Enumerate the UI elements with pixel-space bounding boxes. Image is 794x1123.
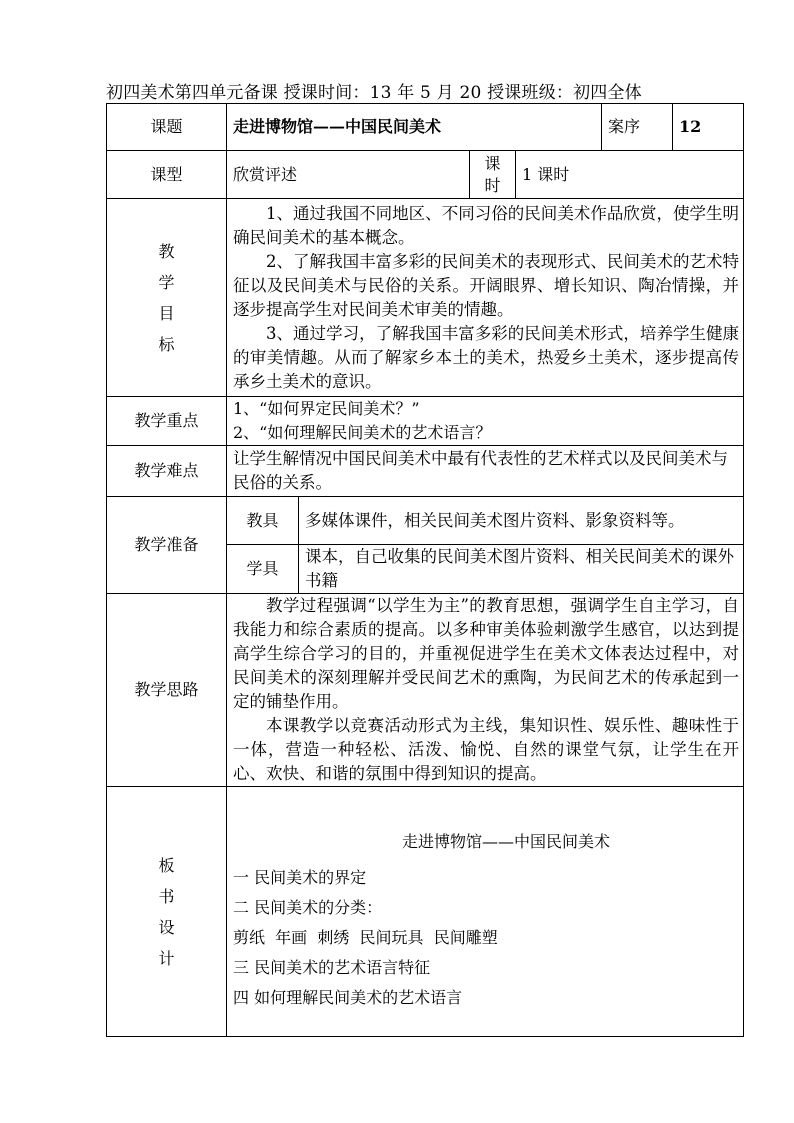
objective-paragraph: 1、通过我国不同地区、不同习俗的民间美术作品欣赏，使学生明确民间美术的基本概念。 [233,203,740,247]
topic-row [107,104,744,151]
board-line: 一 民间美术的界定 [233,868,367,887]
objectives-label [107,199,227,397]
objectives-label-char-4: 标 [158,334,175,354]
student-tools-content: 课本，自己收集的民间美术图片资料、相关民间美术的课外书籍 [299,545,744,594]
objectives-row [107,199,744,397]
key-point-line: 1、“如何界定民间美术？” [233,399,420,418]
objectives-label-char-2: 学 [158,272,175,292]
board-label-char-1: 板 [158,855,175,875]
type-row [107,151,744,199]
teacher-tools-content: 多媒体课件，相关民间美术图片资料、影象资料等。 [299,497,744,545]
period-value: 1 课时 [516,151,744,199]
difficulties-label: 教学难点 [107,446,227,497]
type-label: 课型 [107,151,227,199]
approach-content [227,594,744,787]
approach-paragraph: 本课教学以竞赛活动形式为主线，集知识性、娱乐性、趣味性于一体，营造一种轻松、活泼、愉悦、自然的课堂气氛，让学生在开心、欢快、和谐的氛围中得到知识的提高。 [233,716,740,783]
case-number-value: 12 [673,104,744,151]
lesson-plan-table [106,103,744,1037]
type-value: 欣赏评述 [227,151,470,199]
board-line: 三 民间美术的艺术语言特征 [233,958,431,977]
objectives-label-char-3: 目 [158,303,175,323]
board-label-char-3: 设 [158,917,175,937]
period-label [470,151,516,199]
board-line: 剪纸 年画 刺绣 民间玩具 民间雕塑 [233,928,498,947]
difficulties-content: 让学生解情况中国民间美术中最有代表性的艺术样式以及民间美术与民俗的关系。 [227,446,744,497]
case-number-label: 案序 [602,104,673,151]
objectives-content [227,199,744,397]
key-points-row [107,397,744,446]
board-design-label [107,787,227,1037]
key-point-line: 2、“如何理解民间美术的艺术语言？ [233,423,492,442]
approach-row [107,594,744,787]
approach-label: 教学思路 [107,594,227,787]
board-design-row [107,787,744,1037]
board-line: 四 如何理解民间美术的艺术语言 [233,988,463,1007]
board-design-content [227,787,744,1037]
objective-paragraph: 3、通过学习，了解我国丰富多彩的民间美术形式，培养学生健康的审美情趣。从而了解家乡本土的美术，热爱乡土美术，逐步提高传承乡土美术的意识。 [233,323,740,391]
key-points-label: 教学重点 [107,397,227,446]
objective-paragraph: 2、了解我国丰富多彩的民间美术的表现形式、民间美术的艺术特征以及民间美术与民俗的关系。开阔眼界、增长知识、陶冶情操，并逐步提高学生对民间美术审美的情趣。 [233,251,740,319]
preparation-label: 教学准备 [107,497,227,594]
approach-paragraph: 教学过程强调“以学生为主”的教育思想，强调学生自主学习，自我能力和综合素质的提高。以多种审美体验刺激学生感官，以达到提高学生综合学习的目的，并重视促进学生在美术文体表达过程中，对民间美术的深刻理解并受民间艺术的熏陶，为民间艺术的传承起到一定的铺垫作用。 [233,596,740,711]
preparation-teacher-row [107,497,744,545]
document-heading: 初四美术第四单元备课 授课时间：13 年 5 月 20 授课班级：初四全体 [106,83,642,103]
teacher-tools-label: 教具 [227,497,299,545]
board-line: 二 民间美术的分类： [233,898,383,917]
topic-value: 走进博物馆——中国民间美术 [227,104,602,151]
difficulties-row [107,446,744,497]
period-label-char-1: 课 [484,153,501,173]
board-title: 走进博物馆——中国民间美术 [402,832,611,851]
objectives-label-char-1: 教 [158,241,175,261]
topic-label: 课题 [107,104,227,151]
key-points-content [227,397,744,446]
board-label-char-2: 书 [158,886,175,906]
board-label-char-4: 计 [158,948,175,968]
period-label-char-2: 时 [484,175,501,195]
student-tools-label: 学具 [227,545,299,594]
